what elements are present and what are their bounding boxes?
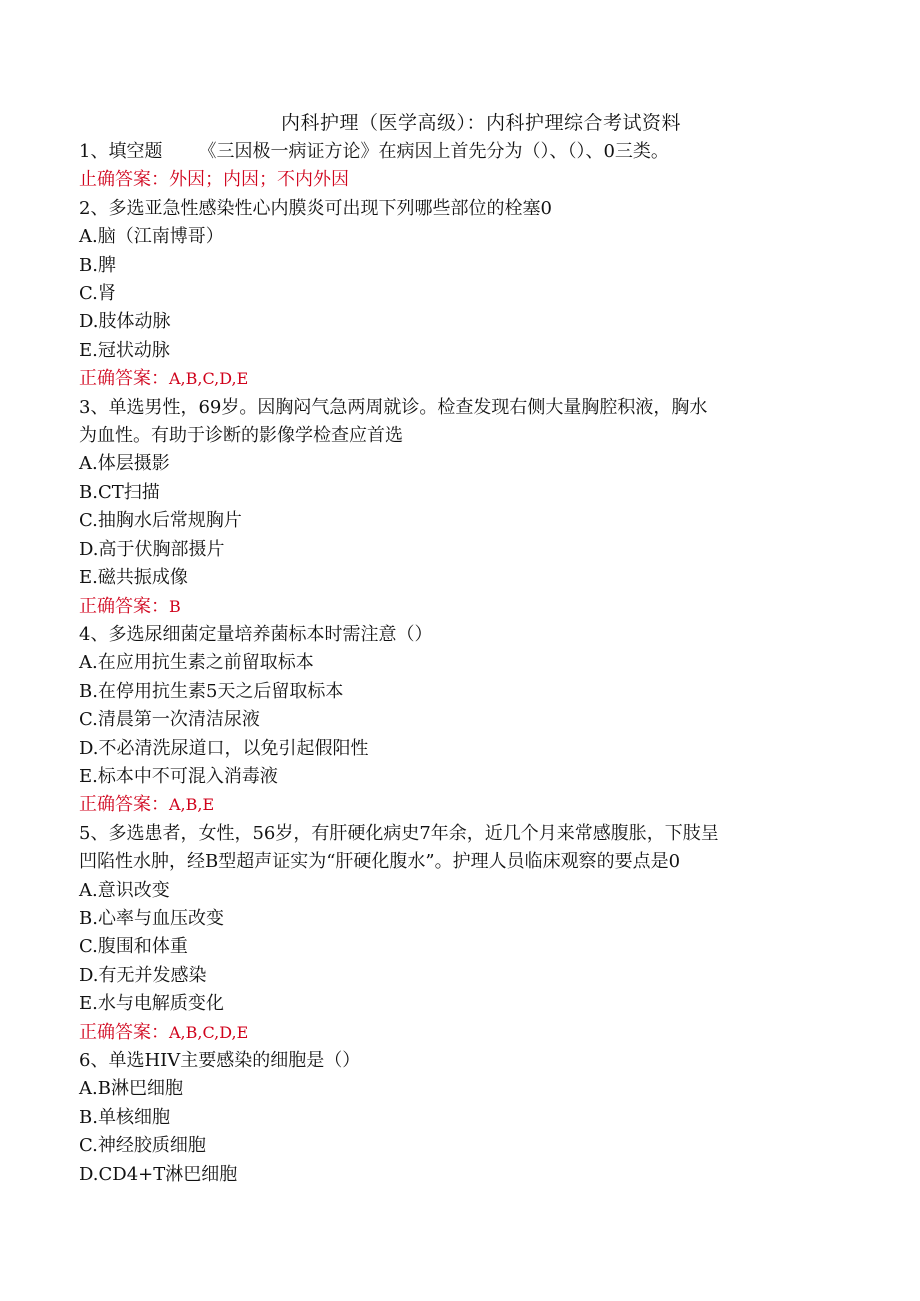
option-d: D.肢体动脉 xyxy=(79,311,171,333)
answer-line xyxy=(79,365,849,393)
question-text-line-1: 男性，69岁。因胸闷气急两周就诊。检查发现右侧大量胸腔积液，胸水 xyxy=(144,396,708,418)
question-4 xyxy=(79,621,849,820)
option-b: B.脾 xyxy=(79,254,116,276)
question-text: HIV主要感染的细胞是（） xyxy=(144,1050,361,1071)
option-d: D.高于伏胸部摄片 xyxy=(79,538,225,560)
option-b: B.心率与血压改变 xyxy=(79,907,224,929)
question-text-line-1: 患者，女性，56岁，有肝硬化病史7年余，近几个月来常感腹胀，下肢呈 xyxy=(144,822,719,844)
option-b: B.单核细胞 xyxy=(79,1106,170,1128)
answer-label: 正确答案： xyxy=(79,1021,169,1043)
answer-line xyxy=(79,1019,849,1047)
question-text: 尿细菌定量培养菌标本时需注意（） xyxy=(144,623,433,645)
question-stem xyxy=(79,394,849,422)
question-number: 1、 xyxy=(79,141,109,162)
question-3 xyxy=(79,394,849,621)
question-type: 单选 xyxy=(108,396,145,418)
question-1 xyxy=(79,138,849,195)
option-d: D.不必清洗尿道口，以免引起假阳性 xyxy=(79,737,369,759)
question-stem xyxy=(79,820,849,848)
question-stem xyxy=(79,1047,849,1075)
question-type: 多选 xyxy=(108,822,145,844)
question-type: 填空题 xyxy=(108,141,163,162)
question-type: 单选 xyxy=(108,1050,145,1071)
option-b: B.CT扫描 xyxy=(79,481,160,503)
question-number: 3、 xyxy=(79,396,109,418)
answer-value: A,B,C,D,E xyxy=(169,1022,249,1042)
option-d: D.有无并发感染 xyxy=(79,964,207,986)
document-title: 内科护理（医学高级）：内科护理综合考试资料 xyxy=(280,112,681,134)
option-a: A.体层摄影 xyxy=(79,453,170,475)
option-c: C.清晨第一次清洁尿液 xyxy=(79,709,260,731)
question-number: 6、 xyxy=(79,1050,109,1071)
question-text-line-2: 凹陷性水肿，经B型超声证实为“肝硬化腹水”。护理人员临床观察的要点是0 xyxy=(79,851,681,873)
answer-line xyxy=(79,791,849,819)
question-text: 亚急性感染性心内膜炎可出现下列哪些部位的栓塞0 xyxy=(144,197,552,219)
answer-value: A,B,E xyxy=(169,795,215,815)
answer-label: 正确答案： xyxy=(79,595,169,617)
question-number: 4、 xyxy=(79,623,109,645)
question-2 xyxy=(79,195,849,394)
option-c: C.肾 xyxy=(79,283,116,305)
option-c: C.神经胶质细胞 xyxy=(79,1135,206,1157)
question-number: 5、 xyxy=(79,822,109,844)
question-stem xyxy=(79,138,849,166)
answer-value: A,B,C,D,E xyxy=(169,369,249,389)
answer-label: 止确答案： xyxy=(79,169,169,191)
question-text: 《三因极一病证方论》在病因上首先分为（）、（）、0三类。 xyxy=(198,141,669,162)
answer-line xyxy=(79,593,849,621)
option-b: B.在停用抗生素5天之后留取标本 xyxy=(79,680,344,702)
answer-label: 正确答案： xyxy=(79,368,169,390)
document-page xyxy=(79,108,849,1189)
question-6 xyxy=(79,1047,849,1189)
answer-value: B xyxy=(169,596,181,616)
question-5 xyxy=(79,820,849,1047)
option-a: A.意识改变 xyxy=(79,879,170,901)
question-stem xyxy=(79,195,849,223)
question-type: 多选 xyxy=(108,623,145,645)
question-type: 多选 xyxy=(108,197,145,219)
option-a: A.B淋巴细胞 xyxy=(79,1078,183,1100)
option-c: C.抽胸水后常规胸片 xyxy=(79,510,242,532)
question-stem xyxy=(79,621,849,649)
question-number: 2、 xyxy=(79,197,109,219)
option-e: E.标本中不可混入消毒液 xyxy=(79,765,278,787)
answer-label: 正确答案： xyxy=(79,794,169,816)
question-text-line-2: 为血性。有助于诊断的影像学检查应首选 xyxy=(79,425,403,447)
option-e: E.磁共振成像 xyxy=(79,567,188,589)
answer-value: 外因；内因；不内外因 xyxy=(169,169,349,191)
option-e: E.冠状动脉 xyxy=(79,339,170,361)
option-e: E.水与电解质变化 xyxy=(79,993,224,1015)
option-d: D.CD4+T淋巴细胞 xyxy=(79,1163,238,1185)
answer-line xyxy=(79,166,849,194)
option-a: A.脑（江南博哥） xyxy=(79,226,224,248)
option-c: C.腹围和体重 xyxy=(79,936,188,958)
option-a: A.在应用抗生素之前留取标本 xyxy=(79,652,314,674)
